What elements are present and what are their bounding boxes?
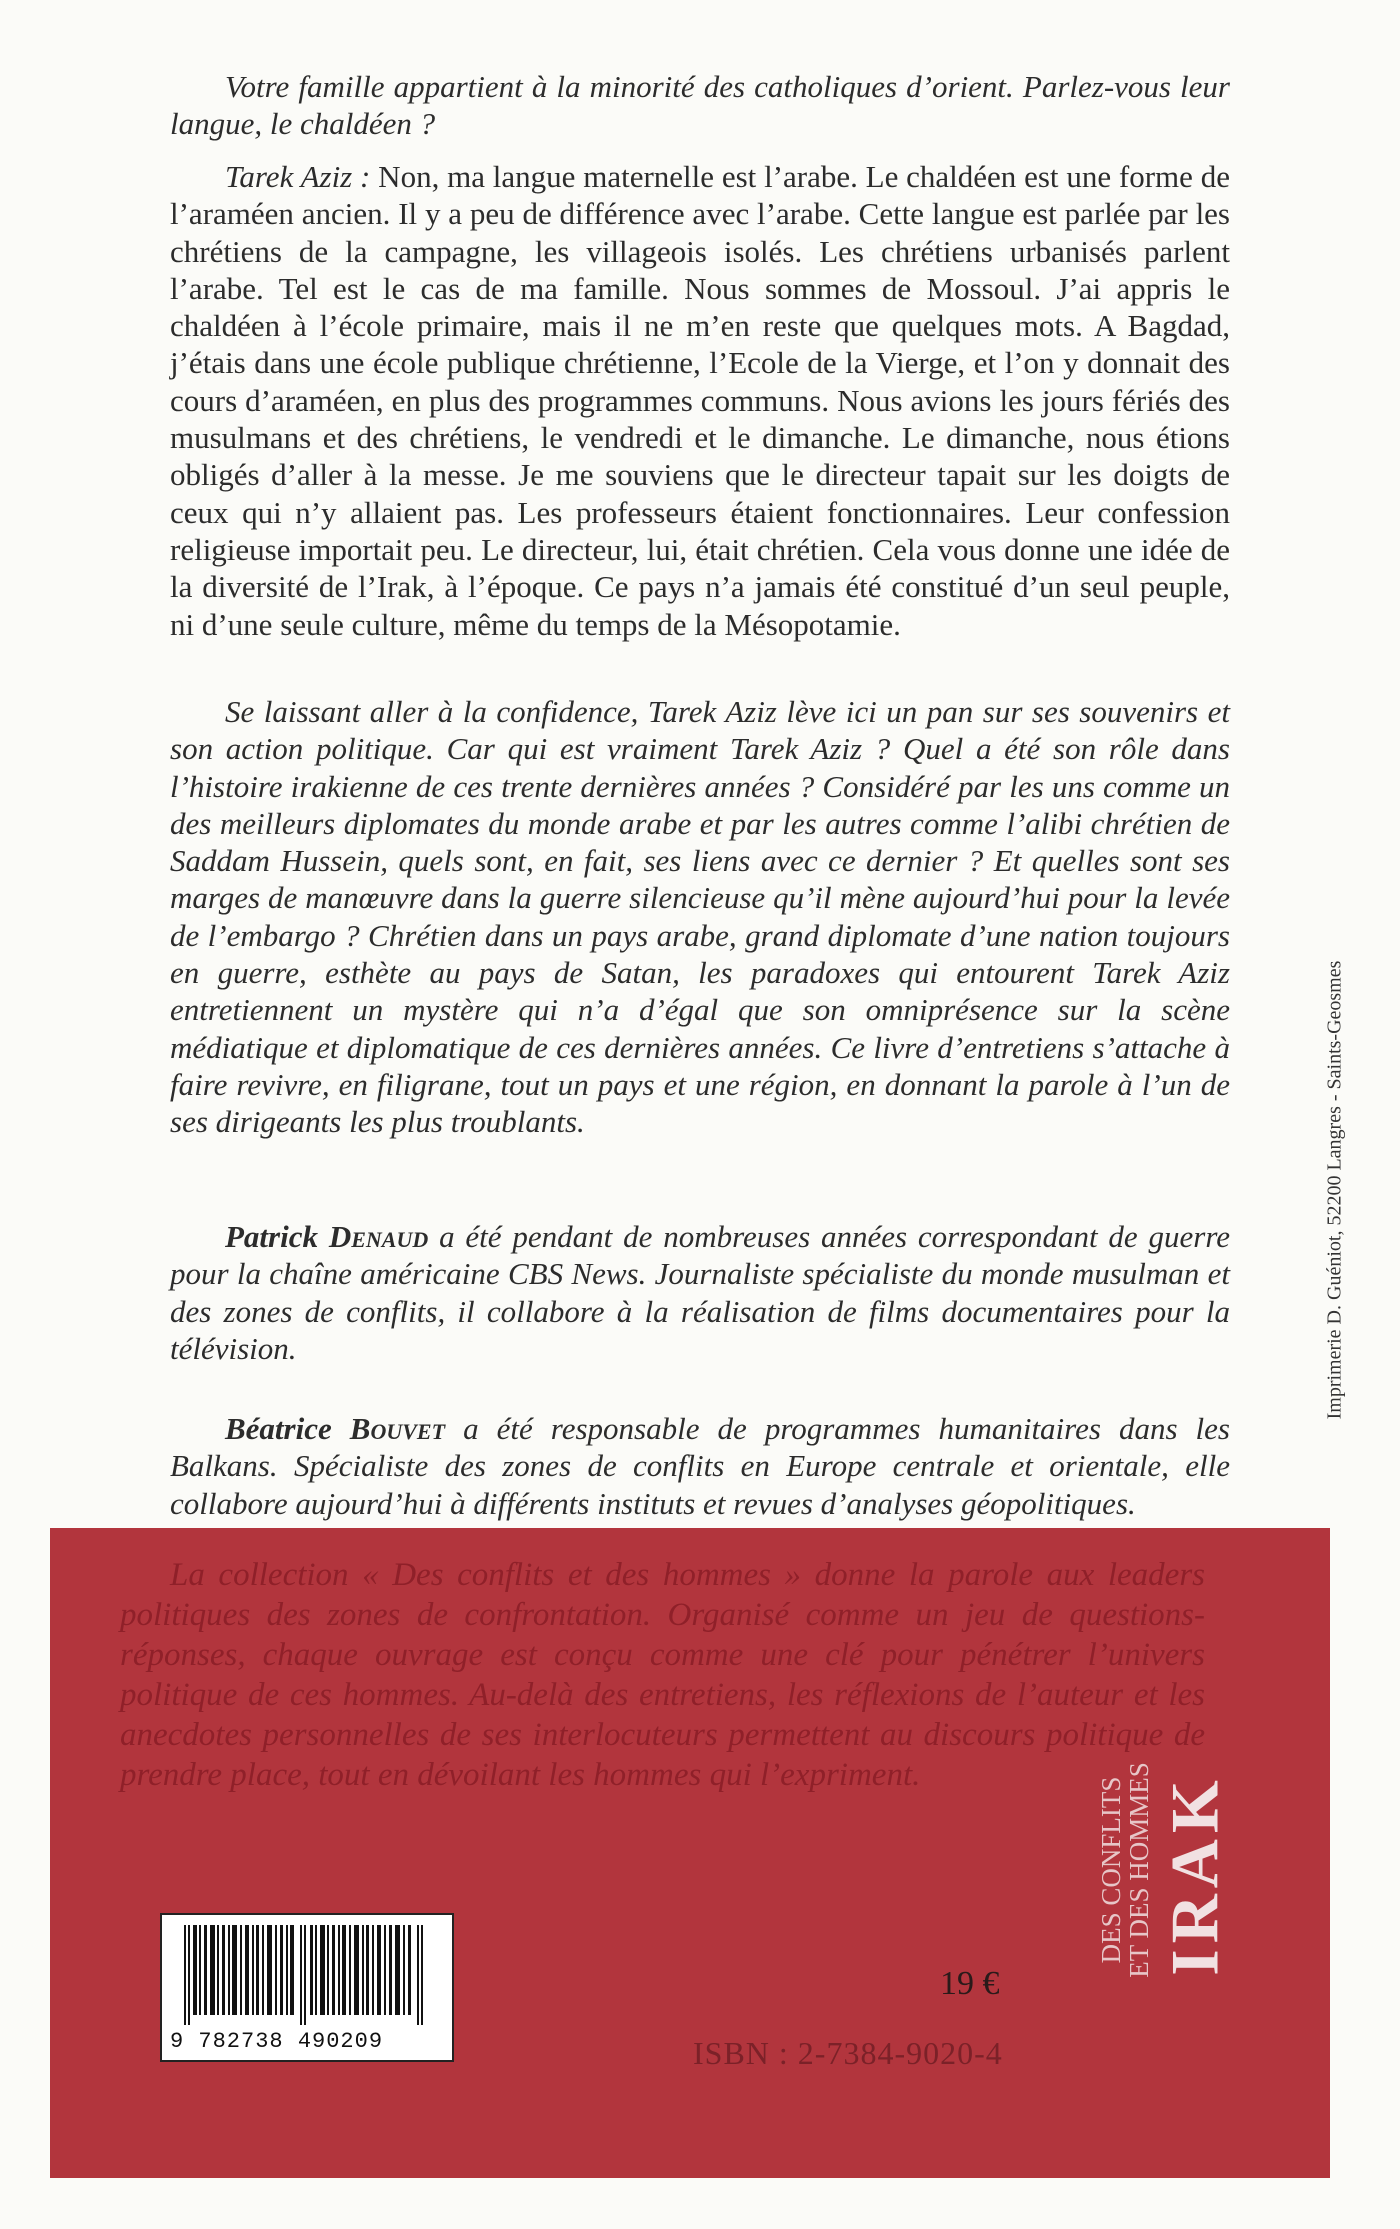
author-bio-text: a été responsable de programmes humanitaires dans les Balkans. Spécialiste des zones de conflits en Europe centrale et orientale, elle collabore aujourd’hui à différents instituts et revues d’analyses géopolitiques. xyxy=(170,1411,1230,1521)
barcode-bars xyxy=(184,1925,429,2025)
book-blurb xyxy=(170,693,1230,1141)
book-title xyxy=(1156,1735,1233,2015)
isbn: ISBN : 2-7384-9020-4 xyxy=(693,2035,1003,2071)
interview-answer: Non, ma langue maternelle est l’arabe. Le chaldéen est une forme de l’araméen ancien. Il y a peu de différence avec l’arabe. Cette langue est parlée par les chrétiens de la campagne, les villageois isolés. Les chrétiens urbanisés parlent l’arabe. Tel est le cas de ma famille. Nous sommes de Mossoul. J’ai appris le chaldéen à l’école primaire, mais il ne m’en reste que quelques mots. A Bagdad, j’étais dans une école publique chrétienne, l’Ecole de la Vierge, et l’on y donnait des cours d’araméen, en plus des programmes communs. Nous avions les jours fériés des musulmans et des chrétiens, le vendredi et le dimanche. Le dimanche, nous étions obligés d’aller à la messe. Je me souviens que le directeur tapait sur les doigts de ceux qui n’y allaient pas. Les professeurs étaient fonctionnaires. Leur confession religieuse importait peu. Le directeur, lui, était chrétien. Cela vous donne une idée de la diversité de l’Irak, à l’époque. Ce pays n’a jamais été constitué d’un seul peuple, ni d’une seule culture, même du temps de la Mésopotamie. xyxy=(170,159,1230,642)
author-bio-text: a été pendant de nombreuses années correspondant de guerre pour la chaîne américaine CBS News. Journaliste spécialiste du monde musulman et des zones de conflits, il collabore à la réalisation de films documentaires pour la télévision. xyxy=(170,1219,1230,1366)
price: 19 € xyxy=(940,1965,1000,2002)
author-first-name: Béatrice xyxy=(225,1411,332,1446)
collection-description xyxy=(120,1555,1205,1795)
series-name xyxy=(1095,1720,1155,2020)
author-bio-paragraph xyxy=(170,1218,1230,1367)
series-line-1: DES CONFLITS xyxy=(1096,1776,1126,1964)
author-last-name: Denaud xyxy=(328,1219,429,1254)
author-first-name: Patrick xyxy=(225,1219,318,1254)
interview-excerpt xyxy=(170,158,1230,643)
intro-question-text: Votre famille appartient à la minorité des catholiques d’orient. Parlez-vous leur langue, le chaldéen ? xyxy=(170,69,1230,142)
speaker-name: Tarek Aziz : xyxy=(225,159,371,194)
series-line-2: ET DES HOMMES xyxy=(1124,1762,1154,1978)
printer-credit xyxy=(1315,930,1355,1450)
barcode-digits: 9 782738 490209 xyxy=(170,2029,384,2054)
series-name-text xyxy=(1097,1762,1153,1978)
collection-description-text: La collection « Des conflits et des hommes » donne la parole aux leaders politiques des zones de confrontation. Organisé comme un jeu de questions-réponses, chaque ouvrage est conçu comme une clé pour pénétrer l’univers politique de ces hommes. Au-delà des entretiens, les réflexions de l’auteur et les anecdotes personnelles de ses interlocuteurs permettent au discours politique de prendre place, tout en dévoilant les hommes qui l’expriment. xyxy=(120,1557,1205,1793)
author-last-name: Bouvet xyxy=(349,1411,446,1446)
blurb-text: Se laissant aller à la confidence, Tarek Aziz lève ici un pan sur ses souvenirs et son action politique. Car qui est vraiment Tarek Aziz ? Quel a été son rôle dans l’histoire irakienne de ces trente dernières années ? Considéré par les uns comme un des meilleurs diplomates du monde arabe et par les autres comme l’alibi chrétien de Saddam Hussein, quels sont, en fait, ses liens avec ce dernier ? Et quelles sont ses marges de manœuvre dans la guerre silencieuse qu’il mène aujourd’hui pour la levée de l’embargo ? Chrétien dans un pays arabe, grand diplomate d’une nation toujours en guerre, esthète au pays de Satan, les paradoxes qui entourent Tarek Aziz entretiennent un mystère qui n’a d’égal que son omniprésence sur la scène médiatique et diplomatique de ces dernières années. Ce livre d’entretiens s’attache à faire revivre, en filigrane, tout un pays et une région, en donnant la parole à l’un de ses dirigeants les plus troublants. xyxy=(170,694,1230,1140)
book-title-text: IRAK xyxy=(1156,1774,1233,1976)
barcode xyxy=(160,1913,454,2062)
author-bio-paragraph xyxy=(170,1410,1230,1522)
interview-paragraph xyxy=(170,158,1230,643)
intro-question xyxy=(170,68,1230,143)
author-bio-denaud xyxy=(170,1218,1230,1367)
author-bio-bouvet xyxy=(170,1410,1230,1522)
printer-credit-text: Imprimerie D. Guéniot, 52200 Langres - Saints-Geosmes xyxy=(1323,960,1346,1420)
